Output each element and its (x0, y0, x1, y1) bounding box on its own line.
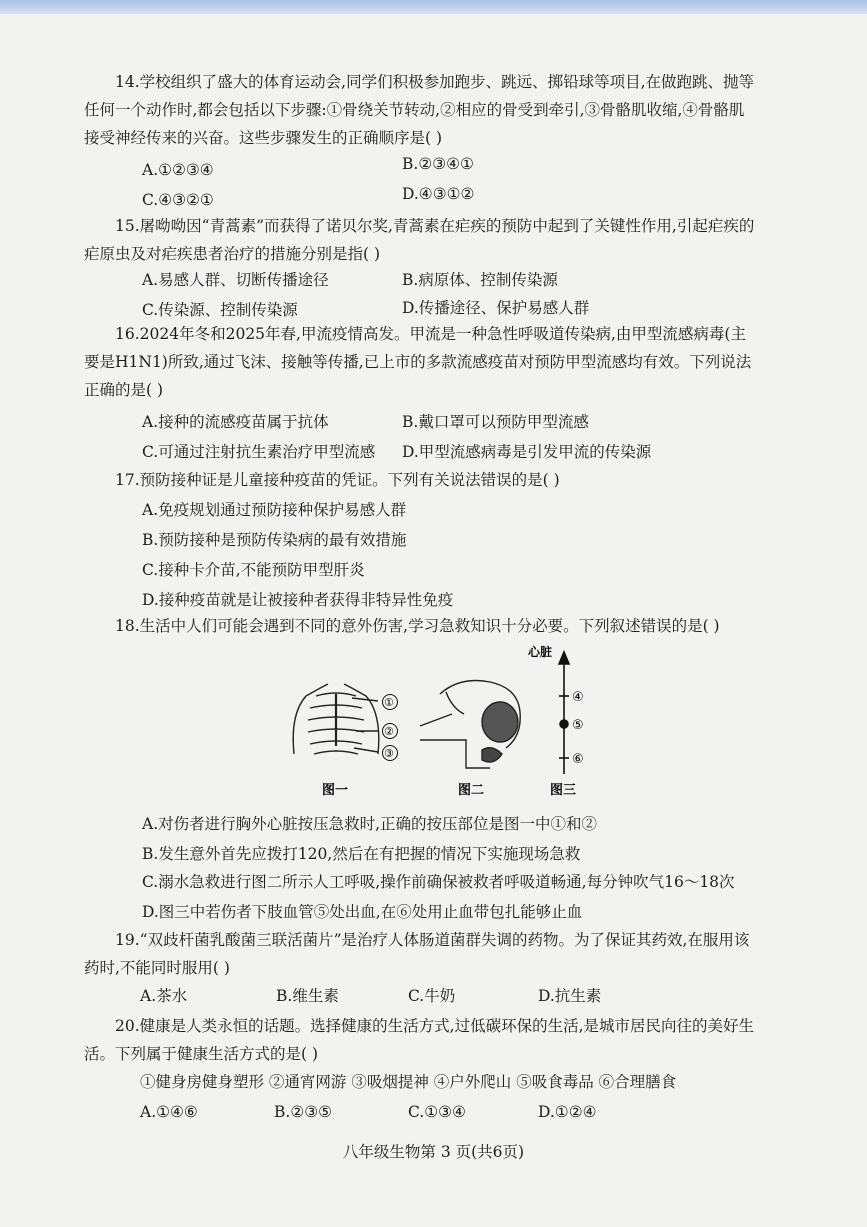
q20-option-c: C.①③④ (408, 1103, 466, 1121)
fig1-label-3: ③ (384, 747, 394, 760)
q17-option-d: D.接种疫苗就是让被接种者获得非特异性免疫 (142, 591, 454, 609)
fig3-label-5: ⑤ (572, 718, 584, 733)
figure-3-heart-label: 心脏 (528, 645, 553, 659)
q20-option-b: B.②③⑤ (274, 1103, 333, 1121)
q15-option-b: B.病原体、控制传染源 (402, 271, 558, 289)
fig3-label-6: ⑥ (572, 752, 584, 767)
q16-option-a: A.接种的流感疫苗属于抗体 (142, 413, 329, 431)
fig3-label-4: ④ (572, 690, 584, 705)
q18-option-c: C.溺水急救进行图二所示人工呼吸,操作前确保被救者呼吸道畅通,每分钟吹气16～18次 (142, 873, 735, 891)
page-footer: 八年级生物第 3 页(共6页) (342, 1143, 525, 1161)
q18-option-b: B.发生意外首先应拨打120,然后在有把握的情况下实施现场急救 (142, 845, 581, 863)
q19-option-d: D.抗生素 (538, 987, 602, 1005)
figure-3-vessel (559, 652, 569, 774)
q17-option-c: C.接种卡介苗,不能预防甲型肝炎 (142, 561, 365, 579)
q18-figures (280, 644, 620, 804)
q20-option-d: D.①②④ (538, 1103, 597, 1121)
q14-option-c: C.④③②① (142, 191, 214, 209)
q15-option-c: C.传染源、控制传染源 (142, 301, 298, 319)
question-16-stem: 16.2024年冬和2025年春,甲流疫情高发。甲流是一种急性呼吸道传染病,由甲型流感病毒(主要是H1N1)所致,通过飞沫、接触等传播,已上市的多款流感疫苗对预防甲型流感均有效。下列说法正确的是( ) (84, 325, 752, 399)
q16-option-d: D.甲型流感病毒是引发甲流的传染源 (402, 443, 652, 461)
question-18-stem: 18.生活中人们可能会遇到不同的意外伤害,学习急救知识十分必要。下列叙述错误的是( ) (115, 617, 720, 635)
fig1-label-1: ① (384, 696, 394, 709)
figure-1-ribcage (293, 684, 379, 754)
q20-option-a: A.①④⑥ (140, 1103, 198, 1121)
figure-2-caption: 图二 (458, 783, 485, 798)
q14-option-b: B.②③④① (402, 155, 474, 173)
q16-option-c: C.可通过注射抗生素治疗甲型流感 (142, 443, 376, 461)
q16-option-b: B.戴口罩可以预防甲型流感 (402, 413, 589, 431)
figure-3-caption: 图三 (550, 783, 577, 798)
q17-option-b: B.预防接种是预防传染病的最有效措施 (142, 531, 407, 549)
fig1-label-2: ② (384, 725, 394, 738)
question-14-stem: 14.学校组织了盛大的体育运动会,同学们积极参加跑步、跳远、掷铅球等项目,在做跑跳、抛等任何一个动作时,都会包括以下步骤:①骨绕关节转动,②相应的骨受到牵引,③骨骼肌收缩,④骨骼肌接受神经传来的兴奋。这些步骤发生的正确顺序是( ) (84, 73, 755, 147)
question-15-stem: 15.屠呦呦因“青蒿素”而获得了诺贝尔奖,青蒿素在疟疾的预防中起到了关键性作用,引起疟疾的疟原虫及对疟疾患者治疗的措施分别是指( ) (84, 217, 755, 263)
q19-option-b: B.维生素 (276, 987, 339, 1005)
q17-option-a: A.免疫规划通过预防接种保护易感人群 (142, 501, 407, 519)
figure-2-rescue-breathing (420, 681, 520, 769)
question-20-stem: 20.健康是人类永恒的话题。选择健康的生活方式,过低碳环保的生活,是城市居民向往的美好生活。下列属于健康生活方式的是( ) (84, 1017, 755, 1063)
q15-option-d: D.传播途径、保护易感人群 (402, 299, 590, 317)
q19-option-a: A.茶水 (140, 987, 188, 1005)
q14-option-d: D.④③①② (402, 185, 475, 203)
q15-option-a: A.易感人群、切断传播途径 (142, 271, 329, 289)
question-19-stem: 19.“双歧杆菌乳酸菌三联活菌片”是治疗人体肠道菌群失调的药物。为了保证其药效,在服用该药时,不能同时服用( ) (84, 931, 750, 977)
q18-option-d: D.图三中若伤者下肢血管⑤处出血,在⑥处用止血带包扎能够止血 (142, 903, 583, 921)
q18-option-a: A.对伤者进行胸外心脏按压急救时,正确的按压部位是图一中①和② (142, 815, 598, 833)
question-17-stem: 17.预防接种证是儿童接种疫苗的凭证。下列有关说法错误的是( ) (115, 471, 560, 489)
q14-option-a: A.①②③④ (142, 161, 214, 179)
q20-items: ①健身房健身塑形 ②通宵网游 ③吸烟提神 ④户外爬山 ⑤吸食毒品 ⑥合理膳食 (140, 1073, 677, 1091)
q19-option-c: C.牛奶 (408, 987, 456, 1005)
figure-1-caption: 图一 (322, 783, 349, 798)
